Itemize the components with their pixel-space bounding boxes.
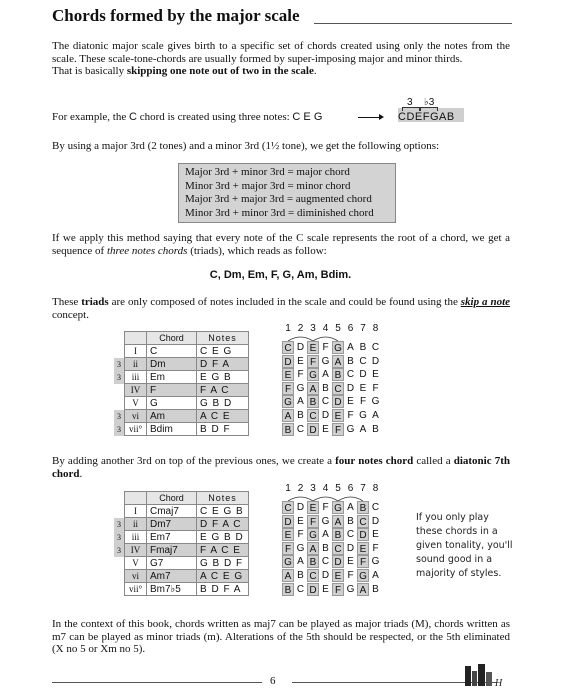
- seventh-paragraph: [52, 455, 510, 480]
- grid-number: 6: [347, 323, 354, 334]
- grid-note: F: [357, 555, 369, 568]
- degree: iii: [125, 371, 147, 384]
- grid-note: F: [372, 382, 379, 394]
- footer-rule-left: [52, 682, 262, 683]
- intervals-sentence: By using a major 3rd (2 tones) and a minor 3rd (1½ tone), we get the following options:: [52, 140, 440, 152]
- table-row: [114, 570, 249, 583]
- row-number: [114, 397, 125, 410]
- example-notes: C E G: [292, 111, 323, 123]
- grid-note: D: [296, 342, 305, 353]
- grid-note: B: [282, 583, 294, 596]
- grid-note: G: [346, 423, 355, 435]
- row-number: [114, 570, 125, 583]
- grid-note: C: [307, 569, 319, 582]
- grid-note: C: [321, 396, 330, 408]
- grid-number: 5: [335, 323, 341, 334]
- grid-note: F: [282, 382, 294, 395]
- chord-notes: G B D: [197, 397, 249, 410]
- grid-note: A: [297, 556, 304, 568]
- chord-name: Em7: [147, 531, 197, 544]
- intro-text-1: The diatonic major scale gives birth to a specific set of chords created using only the notes from the scale. These scale-tone-chords are usually formed by super-imposing major and minor thirds.: [52, 40, 510, 65]
- grid-note: G: [332, 501, 344, 514]
- grid-note: E: [332, 409, 344, 422]
- grid-note: B: [372, 423, 379, 435]
- table-row: [114, 544, 249, 557]
- grid-note: C: [296, 423, 305, 435]
- grid-note: A: [322, 529, 329, 541]
- grid-note: G: [296, 382, 305, 394]
- side-note: If you only play these chords in a given tonality, you'll sound good in a majority of styles.: [416, 512, 513, 579]
- grid-note: C: [332, 542, 344, 555]
- grid-note: C: [357, 515, 369, 528]
- footer: [52, 675, 507, 689]
- table-row: [114, 505, 249, 518]
- row-number: 3: [114, 410, 125, 423]
- grid-note: D: [359, 369, 367, 381]
- apply-italic: three notes chords: [106, 244, 188, 257]
- chord-notes: D F A: [197, 358, 249, 371]
- row-number: 3: [114, 423, 125, 436]
- grid-note: F: [347, 410, 354, 421]
- grid-note: D: [371, 515, 380, 527]
- seventh-header-notes: Notes: [197, 492, 249, 505]
- grid-note: B: [297, 570, 304, 581]
- triad-header-chord: Chord: [147, 332, 197, 345]
- grid-note: F: [347, 570, 354, 581]
- chord-name: G7: [147, 557, 197, 570]
- grid-note: D: [321, 410, 330, 421]
- table-row: [114, 358, 249, 371]
- grid-note: E: [307, 341, 319, 354]
- grid-number: 3: [310, 483, 316, 494]
- grid-note: F: [307, 515, 319, 528]
- grid-note: E: [282, 528, 294, 541]
- grid-note: A: [332, 515, 344, 528]
- intro-text-2-pre: That is basically: [52, 65, 127, 77]
- page-title: Chords formed by the major scale: [52, 6, 300, 25]
- grid-note: B: [322, 542, 329, 554]
- triad-header-notes: Notes: [197, 332, 249, 345]
- grid-note: E: [347, 396, 354, 408]
- chord-name: C: [147, 345, 197, 358]
- grid-note: C: [296, 583, 305, 595]
- intro-paragraph: [52, 40, 510, 78]
- grid-number: 8: [372, 483, 379, 494]
- grid-note: D: [282, 355, 294, 368]
- table-row: [114, 371, 249, 384]
- grid-note: G: [321, 355, 330, 367]
- table-row: [114, 410, 249, 423]
- intro-text-2: [52, 65, 510, 78]
- row-number: 3: [114, 358, 125, 371]
- grid-note: C: [321, 556, 330, 568]
- chord-notes: E G B: [197, 371, 249, 384]
- grid-note: C: [371, 342, 380, 353]
- grid-note: G: [307, 528, 319, 541]
- chord-notes: B D F: [197, 423, 249, 436]
- grid-note: E: [307, 501, 319, 514]
- grid-note: B: [322, 382, 329, 394]
- chord-name: Dm: [147, 358, 197, 371]
- row-number: [114, 583, 125, 596]
- example-pre: For example, the: [52, 111, 129, 123]
- table-row: [114, 518, 249, 531]
- chord-name: Bm7♭5: [147, 583, 197, 596]
- chord-notes: G B D F: [197, 557, 249, 570]
- grid-number: 7: [360, 483, 366, 494]
- chord-name: Em: [147, 371, 197, 384]
- triads-pre: These: [52, 296, 82, 308]
- seventh-bold-1: four notes chord: [335, 455, 414, 467]
- grid-note: D: [296, 502, 305, 513]
- chord-name: Bdim: [147, 423, 197, 436]
- chord-name: Cmaj7: [147, 505, 197, 518]
- grid-note: G: [371, 556, 380, 568]
- formula-line: Minor 3rd + minor 3rd = diminished chord: [185, 206, 374, 219]
- grid-note: B: [297, 410, 304, 421]
- seventh-table: [114, 491, 249, 596]
- closing-paragraph: In the context of this book, chords written as maj7 can be played as major triads (M), chords written as m7 can be played as minor triads (m). Alterations of the 5th should be respected, or the 5th eliminated (X no 5 or Xm no 5).: [52, 618, 510, 655]
- example-scale: [374, 97, 490, 127]
- example-chord: C: [128, 111, 137, 123]
- grid-note: D: [346, 382, 355, 394]
- grid-note: A: [282, 569, 294, 582]
- grid-note: B: [282, 423, 294, 436]
- chord-notes: C E G B: [197, 505, 249, 518]
- grid-note: G: [296, 542, 305, 554]
- formula-line: Minor 3rd + major 3rd = minor chord: [185, 179, 351, 192]
- grid-note: G: [346, 583, 355, 595]
- intro-bold: skipping one note out of two in the scale: [126, 65, 314, 77]
- heading: [52, 6, 512, 30]
- grid-note: D: [346, 542, 355, 554]
- seventh-mid: called a: [413, 455, 454, 467]
- scale-notes: CDEFGAB: [398, 111, 455, 123]
- grid-number: 7: [360, 323, 366, 334]
- degree: IV: [125, 544, 147, 557]
- table-row: [114, 557, 249, 570]
- apply-post: (triads), which reads as follow:: [187, 244, 327, 257]
- grid-note: A: [322, 369, 329, 381]
- triads-paragraph: [52, 296, 510, 321]
- grid-note: B: [347, 355, 354, 367]
- grid-note: F: [332, 423, 344, 436]
- degree: iii: [125, 531, 147, 544]
- grid-note: A: [357, 583, 369, 596]
- grid-note: F: [307, 355, 319, 368]
- grid-note: D: [307, 583, 319, 596]
- grid-note: D: [282, 515, 294, 528]
- table-row: [114, 423, 249, 436]
- grid-number: 1: [285, 323, 291, 334]
- grid-note: E: [357, 542, 369, 555]
- grid-note: E: [322, 423, 329, 435]
- grid-note: B: [332, 528, 344, 541]
- grid-note: B: [347, 515, 354, 527]
- formula-line: Major 3rd + minor 3rd = major chord: [185, 166, 350, 178]
- chord-name: Dm7: [147, 518, 197, 531]
- chord-notes: E G B D: [197, 531, 249, 544]
- grid-note: A: [372, 570, 379, 581]
- grid-note: E: [322, 583, 329, 595]
- grid-note: E: [297, 355, 304, 367]
- publisher-logo-icon: [463, 662, 507, 688]
- chord-notes: A C E G: [197, 570, 249, 583]
- interval-label-2: ♭3: [424, 97, 435, 108]
- degree: V: [125, 557, 147, 570]
- apply-paragraph: [52, 232, 510, 257]
- grid-note: F: [282, 542, 294, 555]
- grid-note: C: [282, 501, 294, 514]
- formula-line: Major 3rd + major 3rd = augmented chord: [185, 193, 372, 205]
- grid-note: B: [307, 395, 319, 408]
- chord-notes: A C E: [197, 410, 249, 423]
- chord-name: Am7: [147, 570, 197, 583]
- table-row: [114, 345, 249, 358]
- title-rule: [314, 23, 512, 24]
- grid-note: F: [359, 396, 367, 408]
- chord-notes: B D F A: [197, 583, 249, 596]
- triad-table: [114, 331, 249, 436]
- grid-note: D: [332, 555, 344, 568]
- chord-notes: C E G: [197, 345, 249, 358]
- grid-note: C: [371, 502, 380, 513]
- grid-note: G: [359, 410, 367, 421]
- degree: vi: [125, 410, 147, 423]
- seventh-pre: By adding another 3rd on top of the previous ones, we create a: [52, 455, 336, 467]
- grid-note: F: [297, 529, 304, 541]
- table-row: [114, 531, 249, 544]
- grid-note: C: [359, 355, 367, 367]
- grid-note: E: [332, 569, 344, 582]
- triad-grid: [282, 323, 392, 443]
- row-number: [114, 345, 125, 358]
- grid-note: F: [322, 342, 329, 353]
- row-number: 3: [114, 544, 125, 557]
- degree: vii°: [125, 583, 147, 596]
- degree: V: [125, 397, 147, 410]
- grid-note: A: [332, 355, 344, 368]
- grid-number: 2: [297, 483, 304, 494]
- seventh-grid: [282, 483, 392, 603]
- grid-note: B: [357, 501, 369, 514]
- triads-mid: are only composed of notes included in the scale and could be found using the: [108, 296, 461, 308]
- degree: I: [125, 345, 147, 358]
- grid-note: A: [307, 542, 319, 555]
- grid-note: D: [332, 395, 344, 408]
- example-post: chord is created using three notes:: [136, 111, 293, 123]
- example-sentence: [52, 111, 352, 124]
- grid-note: A: [372, 410, 379, 421]
- grid-note: G: [321, 515, 330, 527]
- chord-notes: D F A C: [197, 518, 249, 531]
- grid-note: C: [282, 341, 294, 354]
- grid-note: A: [347, 502, 354, 513]
- apply-pre: If we apply this method saying that every note of the C scale represents the root of a chord, we get a sequence of: [52, 232, 510, 257]
- grid-note: F: [322, 502, 329, 513]
- chord-name: F: [147, 384, 197, 397]
- seventh-bold-2: diatonic 7th chord: [52, 455, 510, 480]
- grid-note: G: [371, 396, 380, 408]
- chord-name: Am: [147, 410, 197, 423]
- grid-note: B: [307, 555, 319, 568]
- row-number: 3: [114, 371, 125, 384]
- grid-note: E: [372, 529, 379, 541]
- grid-note: F: [372, 542, 379, 554]
- grid-note: G: [332, 341, 344, 354]
- grid-number: 8: [372, 323, 379, 334]
- table-row: [114, 384, 249, 397]
- grid-note: A: [282, 409, 294, 422]
- grid-note: A: [307, 382, 319, 395]
- intro-text-2-post: .: [313, 65, 317, 77]
- grid-note: C: [346, 529, 355, 541]
- grid-note: A: [347, 342, 354, 353]
- grid-note: G: [282, 395, 294, 408]
- degree: vii°: [125, 423, 147, 436]
- chord-notes: F A C: [197, 384, 249, 397]
- row-number: 3: [114, 518, 125, 531]
- grid-note: G: [357, 569, 369, 582]
- grid-note: E: [282, 368, 294, 381]
- grid-note: C: [307, 409, 319, 422]
- grid-note: B: [332, 368, 344, 381]
- row-number: [114, 384, 125, 397]
- page-number: 6: [270, 675, 276, 687]
- formula-box: [178, 163, 396, 223]
- grid-note: D: [321, 570, 330, 581]
- grid-number: 4: [322, 483, 329, 494]
- chord-name: Fmaj7: [147, 544, 197, 557]
- grid-note: E: [347, 556, 354, 568]
- degree: ii: [125, 358, 147, 371]
- row-number: [114, 505, 125, 518]
- grid-note: G: [282, 555, 294, 568]
- grid-note: B: [359, 342, 367, 353]
- seventh-header-chord: Chord: [147, 492, 197, 505]
- grid-number: 3: [310, 323, 316, 334]
- row-number: [114, 557, 125, 570]
- interval-label-1: 3: [407, 97, 413, 108]
- degree: vi: [125, 570, 147, 583]
- chord-notes: F A C E: [197, 544, 249, 557]
- degree: IV: [125, 384, 147, 397]
- grid-note: D: [357, 528, 369, 541]
- grid-note: C: [332, 382, 344, 395]
- grid-number: 4: [322, 323, 329, 334]
- grid-note: F: [297, 369, 304, 381]
- triads-post: concept.: [52, 308, 89, 321]
- seventh-post: .: [79, 467, 83, 480]
- grid-number: 6: [347, 483, 354, 494]
- grid-number: 2: [297, 323, 304, 334]
- grid-note: G: [307, 368, 319, 381]
- triads-bold: triads: [81, 296, 109, 308]
- degree: ii: [125, 518, 147, 531]
- grid-note: C: [346, 369, 355, 381]
- degree: I: [125, 505, 147, 518]
- grid-note: E: [359, 382, 367, 394]
- skip-a-note-link: skip a note: [460, 296, 511, 308]
- grid-note: A: [297, 396, 304, 408]
- grid-note: B: [372, 583, 379, 595]
- grid-number: 5: [335, 483, 341, 494]
- logo-letter: H: [495, 678, 503, 688]
- chord-name: G: [147, 397, 197, 410]
- grid-note: F: [332, 583, 344, 596]
- grid-note: D: [371, 355, 380, 367]
- triad-list: C, Dm, Em, F, G, Am, Bdim.: [209, 269, 352, 281]
- grid-note: E: [297, 515, 304, 527]
- grid-number: 1: [285, 483, 291, 494]
- row-number: 3: [114, 531, 125, 544]
- grid-note: E: [372, 369, 379, 381]
- grid-note: A: [359, 423, 367, 435]
- grid-note: D: [307, 423, 319, 436]
- table-row: [114, 397, 249, 410]
- table-row: [114, 583, 249, 596]
